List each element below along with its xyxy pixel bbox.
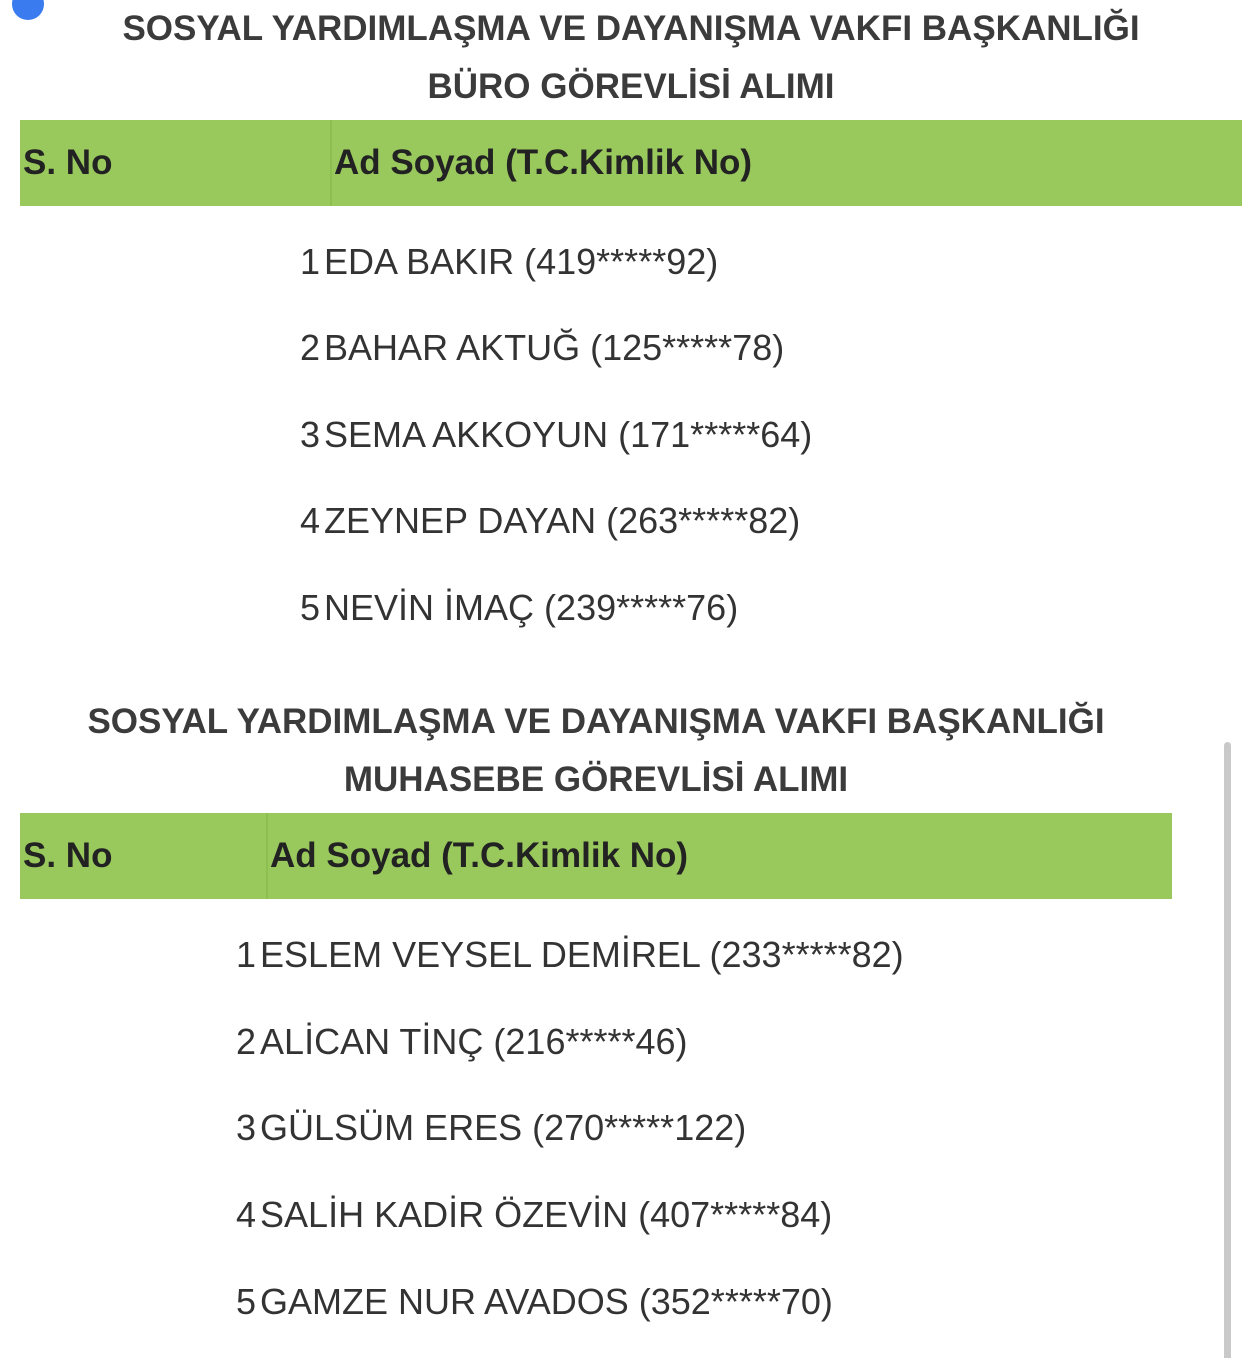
- table-row: [300, 392, 812, 478]
- row-name: NEVİN İMAÇ (239*****76): [324, 587, 739, 628]
- table-row: [236, 1259, 833, 1345]
- section1-title-line2: BÜRO GÖREVLİSİ ALIMI: [427, 67, 835, 106]
- section1-title-line1: SOSYAL YARDIMLAŞMA VE DAYANIŞMA VAKFI BAŞKANLIĞI: [122, 9, 1140, 48]
- section1-col-no: S. No: [23, 143, 113, 182]
- section2-col-no: S. No: [23, 836, 113, 875]
- row-number: 4: [236, 1194, 257, 1235]
- section2-header-divider: [266, 813, 268, 899]
- section2-table-header: [20, 813, 1172, 899]
- row-name: SALİH KADİR ÖZEVİN (407*****84): [260, 1194, 833, 1235]
- row-number: 5: [300, 587, 321, 628]
- row-number: 1: [236, 934, 257, 975]
- section1-header-divider: [330, 120, 332, 206]
- row-number: 3: [236, 1107, 257, 1148]
- row-number: 2: [300, 327, 321, 368]
- table-row: [300, 565, 738, 651]
- row-name: ALİCAN TİNÇ (216*****46): [260, 1021, 688, 1062]
- section1-col-name: Ad Soyad (T.C.Kimlik No): [334, 143, 753, 182]
- row-name: SEMA AKKOYUN (171*****64): [324, 414, 813, 455]
- section2-title: [20, 693, 1172, 809]
- row-number: 5: [236, 1281, 257, 1322]
- table-row: [236, 1085, 746, 1171]
- row-number: 3: [300, 414, 321, 455]
- section2-title-line2: MUHASEBE GÖREVLİSİ ALIMI: [343, 760, 849, 799]
- row-number: 2: [236, 1021, 257, 1062]
- table-row: [300, 478, 800, 564]
- row-name: EDA BAKIR (419*****92): [324, 241, 719, 282]
- section1-title: [20, 0, 1242, 116]
- table-row: [300, 305, 784, 391]
- table-row: [236, 999, 688, 1085]
- section2-col-name: Ad Soyad (T.C.Kimlik No): [270, 836, 689, 875]
- row-name: ZEYNEP DAYAN (263*****82): [324, 500, 801, 541]
- table-row: [236, 1172, 832, 1258]
- row-name: ESLEM VEYSEL DEMİREL (233*****82): [260, 934, 904, 975]
- row-number: 4: [300, 500, 321, 541]
- section2-title-line1: SOSYAL YARDIMLAŞMA VE DAYANIŞMA VAKFI BAŞKANLIĞI: [87, 702, 1105, 741]
- vertical-scrollbar[interactable]: [1224, 742, 1231, 1358]
- table-row: [300, 219, 718, 305]
- row-name: GÜLSÜM ERES (270*****122): [260, 1107, 747, 1148]
- table-row: [236, 912, 904, 998]
- row-name: BAHAR AKTUĞ (125*****78): [324, 327, 785, 368]
- section1-table-header: [20, 120, 1242, 206]
- row-name: GAMZE NUR AVADOS (352*****70): [260, 1281, 833, 1322]
- row-number: 1: [300, 241, 321, 282]
